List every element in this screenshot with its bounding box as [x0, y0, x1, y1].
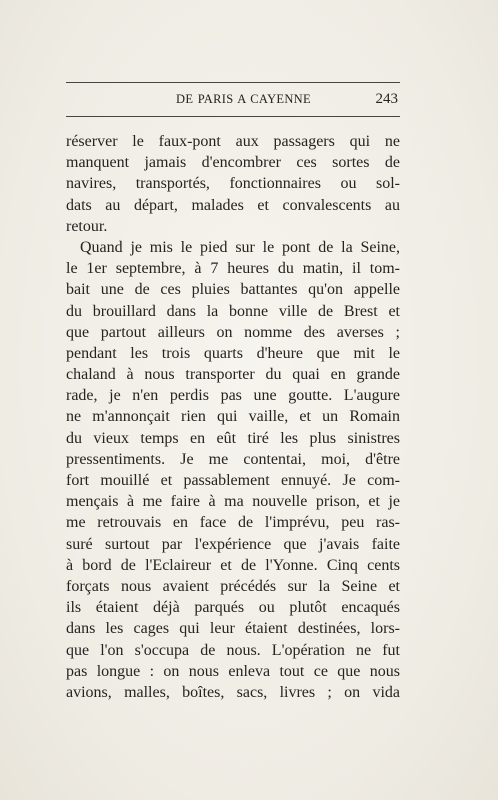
text-line: à bord de l'Eclaireur et de l'Yonne. Cinq cents	[66, 556, 400, 574]
text-line: du brouillard dans la bonne ville de Brest et	[66, 302, 400, 320]
text-line: navires, transportés, fonctionnaires ou sol-	[66, 175, 400, 193]
text-line: rade, je n'en perdis pas une goutte. L'augure	[66, 387, 400, 405]
text-line: fort mouillé et passablement ennuyé. Je com-	[66, 472, 400, 489]
text-line: pendant les trois quarts d'heure que mit le	[66, 344, 400, 362]
text-line: Quand je mis le pied sur le pont de la Seine,	[80, 238, 400, 256]
text-line: réserver le faux-pont aux passagers qui ne	[66, 133, 400, 150]
text-line: manquent jamais d'encombrer ces sortes de	[66, 154, 400, 172]
text-line: ils étaient déjà parqués ou plutôt encaqués	[66, 599, 400, 617]
page-header	[66, 92, 400, 110]
text-line: dans les cages qui leur étaient destinées, lors-	[66, 620, 400, 638]
text-line: mençais à me faire à ma nouvelle prison, et je	[66, 493, 400, 511]
text-line: bait une de ces pluies battantes qu'on appelle	[66, 281, 400, 299]
text-line: pressentiments. Je me contentai, moi, d'être	[66, 450, 400, 468]
text-line: dats au départ, malades et convalescents au	[66, 196, 400, 214]
text-line: forçats nous avaient précédés sur la Seine et	[66, 577, 400, 595]
text-line: pas longue : on nous enleva tout ce que nous	[66, 662, 400, 680]
text-line: du vieux temps en eût tiré les plus sinistres	[66, 429, 400, 447]
page-number: 243	[375, 91, 398, 107]
text-line: que partout ailleurs on nomme des averses ;	[66, 323, 400, 341]
text-line: avions, malles, boîtes, sacs, livres ; on vida	[66, 683, 400, 701]
text-line: suré surtout par l'expérience que j'avais faite	[66, 535, 400, 553]
header-rule-top	[66, 82, 400, 83]
text-line: chaland à nous transporter du quai en grande	[66, 366, 400, 384]
text-line: ne m'annonçait rien qui vaille, et un Romain	[66, 408, 400, 426]
body-text	[66, 131, 400, 703]
text-line: retour.	[66, 217, 108, 235]
running-head: DE PARIS A CAYENNE	[176, 92, 311, 106]
text-line: le 1er septembre, à 7 heures du matin, il tom-	[66, 260, 400, 278]
header-rule-bottom	[66, 116, 400, 117]
text-line: que l'on s'occupa de nous. L'opération ne fut	[66, 641, 400, 659]
text-line: me retrouvais en face de l'imprévu, peu ras-	[66, 514, 400, 532]
